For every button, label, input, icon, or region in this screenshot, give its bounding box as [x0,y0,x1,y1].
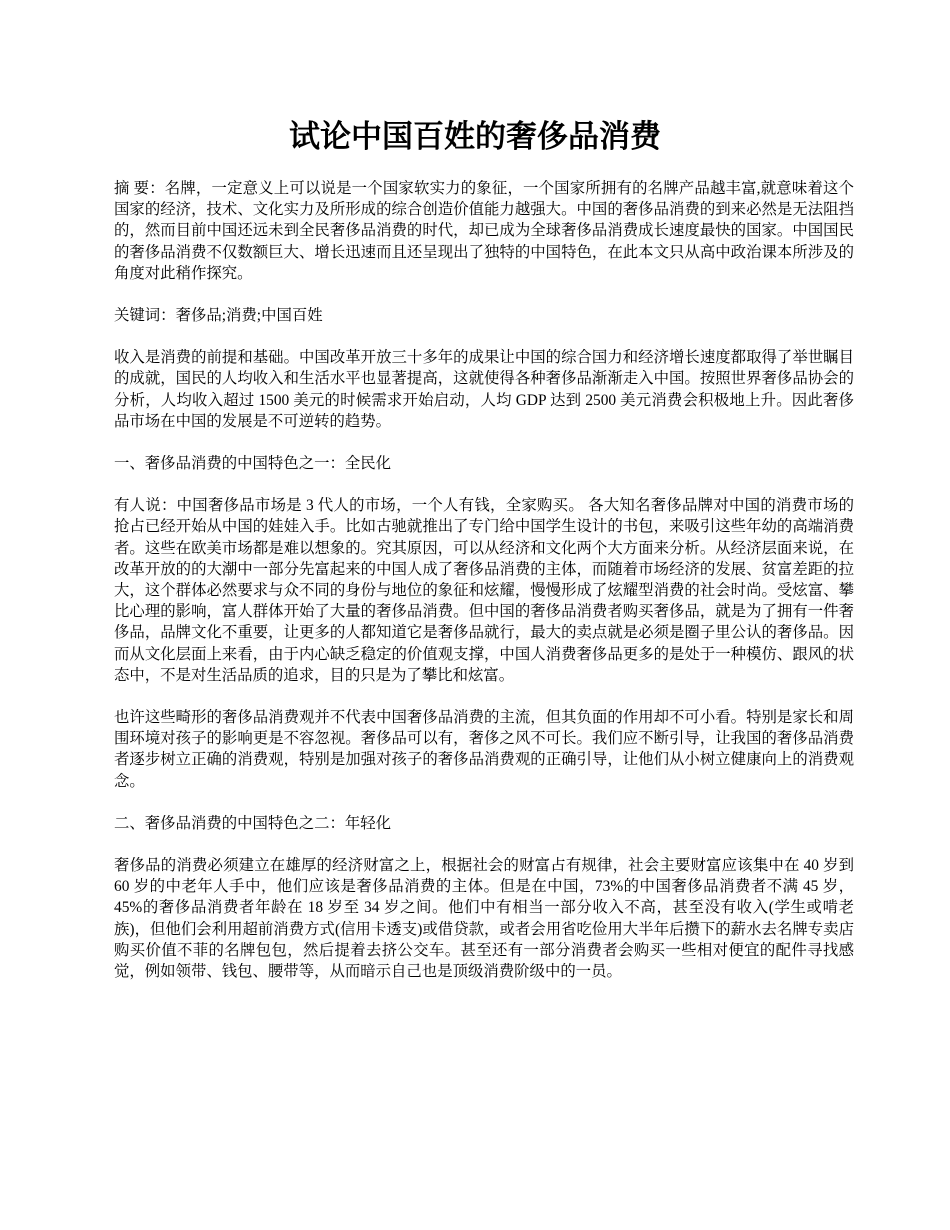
body-paragraph: 奢侈品的消费必须建立在雄厚的经济财富之上，根据社会的财富占有规律，社会主要财富应该集中在 40 岁到 60 岁的中老年人手中，他们应该是奢侈品消费的主体。但是在中国，73%的中国奢侈品消费者不满 45 岁，45%的奢侈品消费者年龄在 18 岁至 34 岁之间。他们中有相当一部分收入不高，甚至没有收入(学生或啃老族)，但他们会利用超前消费方式(信用卡透支)或借贷款，或者会用省吃俭用大半年后攒下的薪水去名牌专卖店购买价值不菲的名牌包包，然后提着去挤公交车。甚至还有一部分消费者会购买一些相对便宜的配件寻找感觉，例如领带、钱包、腰带等，从而暗示自己也是顶级消费阶级中的一员。 [114,857,854,981]
document-body [114,178,854,1003]
body-paragraph: 有人说：中国奢侈品市场是 3 代人的市场，一个人有钱，全家购买。 各大知名奢侈品牌对中国的消费市场的抢占已经开始从中国的娃娃入手。比如古驰就推出了专门给中国学生设计的书包，来吸引这些年幼的高端消费者。这些在欧美市场都是难以想象的。究其原因，可以从经济和文化两个大方面来分析。从经济层面来说，在改革开放的的大潮中一部分先富起来的中国人成了奢侈品消费的主体，而随着市场经济的发展、贫富差距的拉大，这个群体必然要求与众不同的身份与地位的象征和炫耀，慢慢形成了炫耀型消费的社会时尚。受炫富、攀比心理的影响，富人群体开始了大量的奢侈品消费。但中国的奢侈品消费者购买奢侈品，就是为了拥有一件奢侈品，品牌文化不重要，让更多的人都知道它是奢侈品就行，最大的卖点就是必须是圈子里公认的奢侈品。因而从文化层面上来看，由于内心缺乏稳定的价值观支撑，中国人消费奢侈品更多的是处于一种模仿、跟风的状态中，不是对生活品质的追求，目的只是为了攀比和炫富。 [114,497,854,684]
keywords-paragraph: 关键词：奢侈品;消费;中国百姓 [114,307,323,325]
section-heading: 二、奢侈品消费的中国特色之二：年轻化 [114,814,392,832]
body-paragraph: 收入是消费的前提和基础。中国改革开放三十多年的成果让中国的综合国力和经济增长速度都取得了举世瞩目的成就，国民的人均收入和生活水平也显著提高，这就使得各种奢侈品渐渐走入中国。按照世界奢侈品协会的分析，人均收入超过 1500 美元的时候需求开始启动，人均 GDP 达到 2500 美元消费会积极地上升。因此奢侈品市场在中国的发展是不可逆转的趋势。 [114,349,854,430]
body-paragraph: 也许这些畸形的奢侈品消费观并不代表中国奢侈品消费的主流，但其负面的作用却不可小看。特别是家长和周围环境对孩子的影响更是不容忽视。奢侈品可以有，奢侈之风不可长。我们应不断引导，让我国的奢侈品消费者逐步树立正确的消费观，特别是加强对孩子的奢侈品消费观的正确引导，让他们从小树立健康向上的消费观念。 [114,709,854,790]
document-title: 试论中国百姓的奢侈品消费 [289,119,661,155]
section-heading: 一、奢侈品消费的中国特色之一：全民化 [114,455,392,473]
abstract-paragraph: 摘 要：名牌，一定意义上可以说是一个国家软实力的象征，一个国家所拥有的名牌产品越丰富,就意味着这个国家的经济，技术、文化实力及所形成的综合创造价值能力越强大。中国的奢侈品消费的到来必然是无法阻挡的，然而目前中国还远未到全民奢侈品消费的时代，却已成为全球奢侈品消费成长速度最快的国家。中国国民的奢侈品消费不仅数额巨大、增长迅速而且还呈现出了独特的中国特色，在此本文只从高中政治课本所涉及的角度对此稍作探究。 [114,180,854,282]
